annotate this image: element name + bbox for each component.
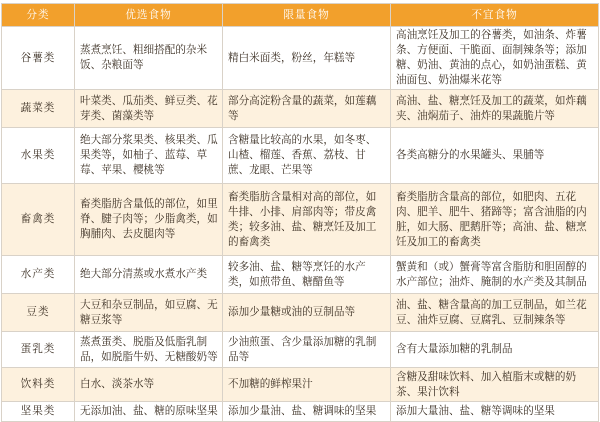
limited-cell: 精白米面类，粉丝，年糕等 bbox=[223, 27, 391, 90]
limited-cell: 添加少量糖或油的豆制品等 bbox=[223, 294, 391, 332]
preferred-cell: 大豆和杂豆制品，如豆腐、无糖豆浆等 bbox=[75, 294, 223, 332]
table-row bbox=[2, 294, 599, 332]
limited-cell: 部分高淀粉含量的蔬菜，如莲藕等 bbox=[223, 90, 391, 128]
limited-cell: 含糖量比较高的水果，如冬枣、山楂、榴莲、香蕉、荔枝、甘蔗、龙眼、芒果等 bbox=[223, 128, 391, 184]
avoid-cell: 高油烹饪及加工的谷薯类，如油条、炸薯条、方便面、干脆面、面制辣条等；添加糖、奶油、黄油的点心，如奶油蛋糕、黄油面包、奶油爆米花等 bbox=[391, 27, 599, 90]
category-cell: 饮料类 bbox=[2, 368, 75, 402]
category-cell: 蔬菜类 bbox=[2, 90, 75, 128]
limited-cell: 少油煎蛋、含少量添加糖的乳制品等 bbox=[223, 332, 391, 368]
table-row bbox=[2, 256, 599, 294]
table-row bbox=[2, 332, 599, 368]
preferred-cell: 白水、淡茶水等 bbox=[75, 368, 223, 402]
table-row bbox=[2, 184, 599, 256]
table-row bbox=[2, 402, 599, 422]
preferred-cell: 蒸煮烹饪、粗细搭配的杂米饭、杂粮面等 bbox=[75, 27, 223, 90]
table-row bbox=[2, 90, 599, 128]
header-row bbox=[2, 4, 599, 27]
header-category: 分类 bbox=[2, 4, 75, 27]
food-guide-table bbox=[1, 3, 599, 422]
category-cell: 谷薯类 bbox=[2, 27, 75, 90]
avoid-cell: 油、盐、糖含量高的加工豆制品，如兰花豆、油炸豆腐、豆腐乳、豆制辣条等 bbox=[391, 294, 599, 332]
avoid-cell: 各类高糖分的水果罐头、果脯等 bbox=[391, 128, 599, 184]
limited-cell: 较多油、盐、糖等烹饪的水产类，如煎带鱼、糖醋鱼等 bbox=[223, 256, 391, 294]
avoid-cell: 含有大量添加糖的乳制品 bbox=[391, 332, 599, 368]
preferred-cell: 畜类脂肪含量低的部位，如里脊、腱子肉等；少脂禽类，如胸脯肉、去皮腿肉等 bbox=[75, 184, 223, 256]
table-row bbox=[2, 27, 599, 90]
avoid-cell: 畜类脂肪含量高的部位，如肥肉、五花肉、肥羊、肥牛、猪蹄等；富含油脂的内脏，如大肠、肥鹅肝等；高油、盐、糖烹饪及加工的畜禽类 bbox=[391, 184, 599, 256]
avoid-cell: 含糖及甜味饮料、加入植脂末或糖的奶茶、果汁饮料 bbox=[391, 368, 599, 402]
category-cell: 坚果类 bbox=[2, 402, 75, 422]
preferred-cell: 无添加油、盐、糖的原味坚果 bbox=[75, 402, 223, 422]
limited-cell: 不加糖的鲜榨果汁 bbox=[223, 368, 391, 402]
avoid-cell: 添加大量油、盐、糖等调味的坚果 bbox=[391, 402, 599, 422]
table-row bbox=[2, 368, 599, 402]
header-preferred: 优选食物 bbox=[75, 4, 223, 27]
category-cell: 豆类 bbox=[2, 294, 75, 332]
limited-cell: 畜类脂肪含量相对高的部位，如牛排、小排、肩部肉等；带皮禽类；较多油、盐、糖烹饪及加工的畜禽类 bbox=[223, 184, 391, 256]
category-cell: 水果类 bbox=[2, 128, 75, 184]
avoid-cell: 蟹黄和（或）蟹膏等富含脂肪和胆固醇的水产部位；油炸、腌制的水产类及其制品 bbox=[391, 256, 599, 294]
preferred-cell: 绝大部分清蒸或水煮水产类 bbox=[75, 256, 223, 294]
category-cell: 蛋乳类 bbox=[2, 332, 75, 368]
header-limited: 限量食物 bbox=[223, 4, 391, 27]
preferred-cell: 蒸煮蛋类、脱脂及低脂乳制品，如脱脂牛奶、无糖酸奶等 bbox=[75, 332, 223, 368]
limited-cell: 添加少量油、盐、糖调味的坚果 bbox=[223, 402, 391, 422]
category-cell: 水产类 bbox=[2, 256, 75, 294]
table-row bbox=[2, 128, 599, 184]
preferred-cell: 绝大部分浆果类、核果类、瓜果类等，如柚子、蓝莓、草莓、苹果、樱桃等 bbox=[75, 128, 223, 184]
header-avoid: 不宜食物 bbox=[391, 4, 599, 27]
avoid-cell: 高油、盐、糖烹饪及加工的蔬菜，如炸藕夹、油焖茄子、油炸的果蔬脆片等 bbox=[391, 90, 599, 128]
category-cell: 畜禽类 bbox=[2, 184, 75, 256]
preferred-cell: 叶菜类、瓜茄类、鲜豆类、花芽类、菌藻类等 bbox=[75, 90, 223, 128]
food-guide-table-container bbox=[1, 3, 598, 422]
